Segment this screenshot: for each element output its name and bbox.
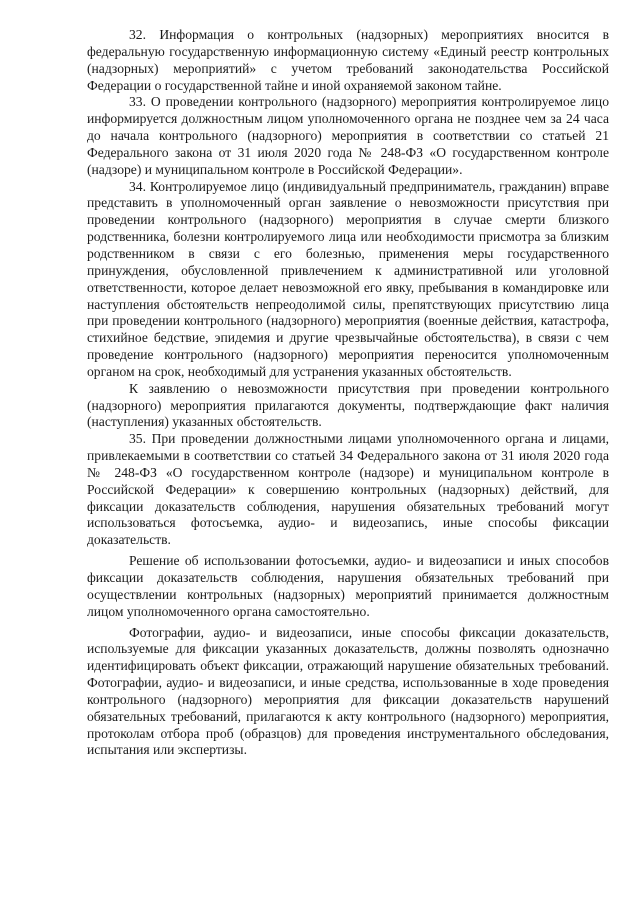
paragraph-35-photos: Фотографии, аудио- и видеозаписи, иные способы фиксации доказательств, используемые для фиксации указанных доказательств, должны позволять однозначно идентифицировать объект фиксации, отражающий нарушение обязательных требований. Фотографии, аудио- и видеозаписи, и иные средства, использованные в ходе проведения контрольного (надзорного) мероприятия для фиксации доказательств нарушений обязательных требований, прилагаются к акту контрольного (надзорного) мероприятия, протоколам отбора проб (образцов) для проведения инструментального обследования, испытания или экспертизы. — [87, 624, 609, 758]
paragraph-35-decision: Решение об использовании фотосъемки, аудио- и видеозаписи и иных способов фиксации доказательств соблюдения, нарушения обязательных требований при осуществлении контрольных (надзорных) мероприятий принимается должностным лицом уполномоченного органа самостоятельно. — [87, 553, 609, 619]
paragraph-35: 35. При проведении должностными лицами уполномоченного органа и лицами, привлекаемыми в соответствии со статьей 34 Федерального закона от 31 июля 2020 года № 248-ФЗ «О государственном контроле (надзоре) и муниципальном контроле в Российской Федерации» к совершению контрольных (надзорных) действий, для фиксации доказательств соблюдения, нарушения обязательных требований могут использоваться фотосъемка, аудио- и видеозапись, иные способы фиксации доказательств. — [87, 431, 609, 548]
paragraph-34: 34. Контролируемое лицо (индивидуальный предприниматель, гражданин) вправе представить в уполномоченный орган заявление о невозможности присутствия при проведении контрольного (надзорного) мероприятия в случае смерти близкого родственника, болезни контролируемого лица или необходимости присмотра за близким родственником в связи с его болезнью, применения меры государственного принуждения, обусловленной привлечением к административной или уголовной ответственности, которое делает невозможной его явку, пребывания в командировке или наступления обстоятельств непреодолимой силы, препятствующих присутствию лица при проведении контрольного (надзорного) мероприятия (военные действия, катастрофа, стихийное бедствие, эпидемия и другие чрезвычайные обстоятельства), в связи с чем проведение контрольного (надзорного) мероприятия переносится уполномоченным органом на срок, необходимый для устранения указанных обстоятельств. — [87, 178, 609, 379]
paragraph-33: 33. О проведении контрольного (надзорного) мероприятия контролируемое лицо информируется должностным лицом уполномоченного органа не позднее чем за 24 часа до начала контрольного (надзорного) мероприятия в соответствии со статьей 21 Федерального закона от 31 июля 2020 года № 248-ФЗ «О государственном контроле (надзоре) и муниципальном контроле в Российской Федерации». — [87, 94, 609, 177]
paragraph-34-attachments: К заявлению о невозможности присутствия при проведении контрольного (надзорного) мероприятия прилагаются документы, подтверждающие факт наличия (наступления) указанных обстоятельств. — [87, 380, 609, 430]
paragraph-32: 32. Информация о контрольных (надзорных) мероприятиях вносится в федеральную государственную информационную систему «Единый реестр контрольных (надзорных) мероприятий» с учетом требований законодательства Российской Федерации о государственной тайне и иной охраняемой законом тайне. — [87, 27, 609, 93]
document-page — [87, 27, 609, 759]
